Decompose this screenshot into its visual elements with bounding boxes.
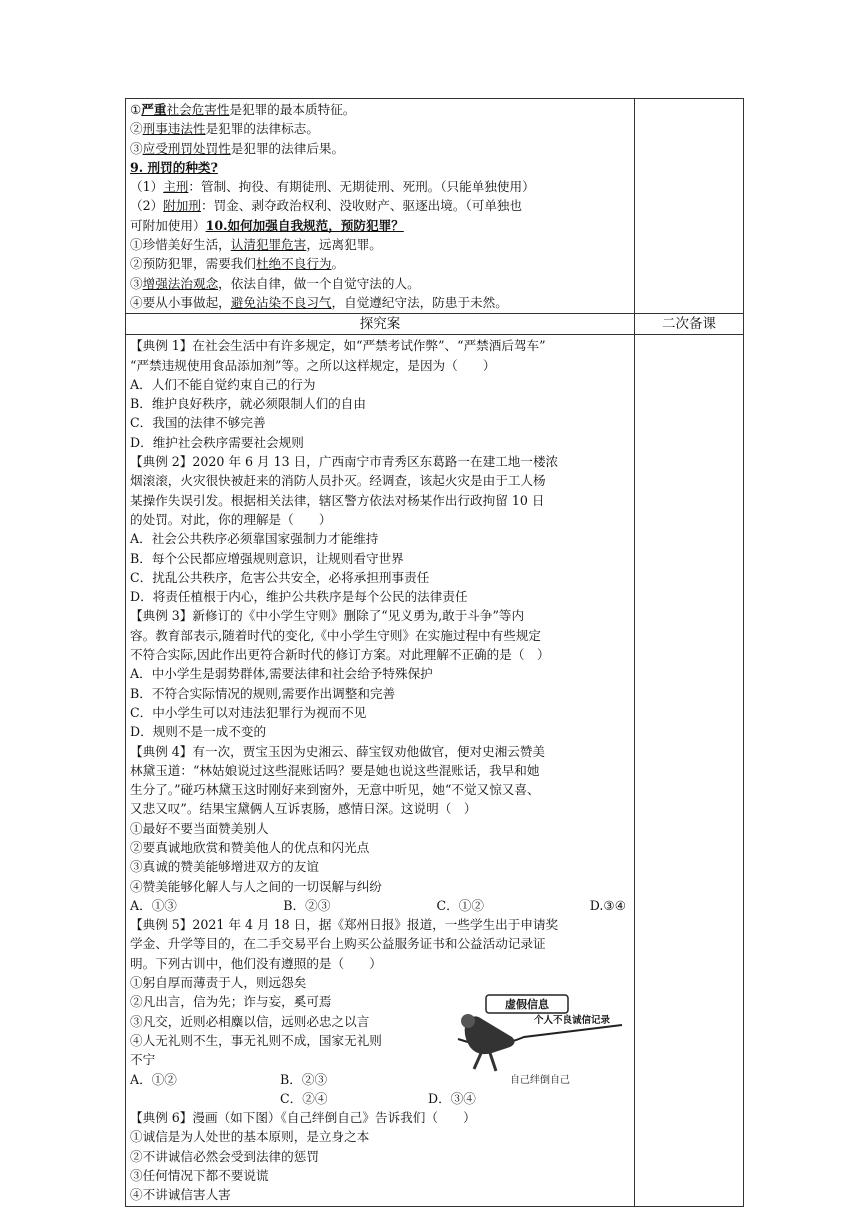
- example-1-option: B．维护良好秩序，就必须限制人们的自由: [130, 396, 366, 412]
- example-4-statement: ④赞美能够化解人与人之间的一切误解与纠纷: [130, 878, 382, 894]
- point-line-10: ③增强法治观念，依法自律，做一个自觉守法的人。: [130, 275, 420, 291]
- point-line-5: （1）主刑：管制、拘役、有期徒刑、无期徒刑、死刑。（只能单独使用）: [130, 179, 535, 195]
- example-5-statements-with-cartoon: [130, 973, 630, 1108]
- example-5-stem: 学金、升学等目的，在二手交易平台上购买公益服务证书和公益活动记录证: [130, 936, 546, 952]
- example-1-stem: “严禁违规使用食品添加剂”等。之所以这样规定，是因为（ ）: [130, 357, 496, 373]
- knowledge-points-cell: [126, 99, 635, 314]
- example-4-statement: ③真诚的赞美能够增进双方的友谊: [130, 859, 319, 875]
- lesson-plan-sheet: [125, 98, 737, 1207]
- example-5-stem: 明。下列古训中，他们没有遵照的是（ ）: [130, 955, 382, 971]
- example-6-statement: ③任何情况下都不要说谎: [130, 1168, 269, 1184]
- example-1-option: A．人们不能自觉约束自己的行为: [130, 376, 316, 392]
- point-line-6: （2）附加刑：罚金、剥夺政治权利、没收财产、驱逐出境。（可单独也: [130, 198, 523, 214]
- point-line-7: 可附加使用）10.如何加强自我规范，预防犯罪？: [130, 217, 404, 233]
- example-4-stem: 林黛玉道：“林姑娘说过这些混账话吗？要是她也说这些混账话，我早和她: [130, 762, 540, 778]
- example-4-stem: 生分了。”碰巧林黛玉这时刚好来到窗外，无意中听见，她“不觉又惊又喜、: [130, 782, 540, 798]
- example-6-stem: 【典例 6】漫画（如下图）《自己绊倒自己》告诉我们（ ）: [130, 1110, 476, 1126]
- example-1-option: C．我国的法律不够完善: [130, 415, 266, 431]
- example-4-option: A．①③: [130, 897, 177, 913]
- example-2-option: D．将责任植根于内心，维护公共秩序是每个公民的法律责任: [130, 589, 468, 605]
- question-9-heading: 9. 刑罚的种类?: [130, 159, 218, 175]
- example-3-option: C．中小学生可以对违法犯罪行为视而不见: [130, 704, 367, 720]
- example-5-option: C．②④: [280, 1090, 328, 1106]
- point-line-8: ①珍惜美好生活，认清犯罪危害，远离犯罪。: [130, 237, 382, 253]
- example-2-stem: 某操作失误引发。根据相关法律，辖区警方依法对杨某作出行政拘留 10 日: [130, 492, 545, 508]
- example-2-option: A．社会公共秩序必须靠国家强制力才能维持: [130, 531, 379, 547]
- example-5-options-row-2: [130, 1089, 630, 1108]
- example-5-statement: ①躬自厚而薄责于人，则远怨矣: [130, 975, 307, 991]
- example-6-statement: ②不讲诚信必然会受到法律的惩罚: [130, 1148, 319, 1164]
- example-2-stem: 烟滚滚，火灾很快被赶来的消防人员扑灭。经调查，该起火灾是由于工人杨: [130, 473, 546, 489]
- point-line-9: ②预防犯罪，需要我们杜绝不良行为。: [130, 256, 345, 272]
- lesson-table: [125, 98, 744, 1207]
- cartoon-self-tripping: [452, 991, 624, 1089]
- example-3-option: B．不符合实际情况的规则,需要作出调整和完善: [130, 685, 396, 701]
- example-1-stem: 【典例 1】在社会生活中有许多规定，如“严禁考试作弊”、“严禁酒后驾车”: [130, 338, 546, 354]
- example-2-stem: 的处罚。对此，你的理解是（ ）: [130, 511, 332, 527]
- falling-figure-head: [461, 1014, 475, 1028]
- example-2-option: C．扰乱公共秩序，危害公共安全，必将承担刑事责任: [130, 569, 430, 585]
- example-5-statement: ②凡出言，信为先；诈与妄，奚可焉: [130, 994, 332, 1010]
- example-5-statement: ④人无礼则不生，事无礼则不成，国家无礼则: [130, 1032, 382, 1048]
- point-line-11: ④要从小事做起，避免沾染不良习气，自觉遵纪守法，防患于未然。: [130, 294, 508, 310]
- example-5-stem: 【典例 5】2021 年 4 月 18 日，据《郑州日报》报道，一些学生出于申请奖: [130, 917, 559, 933]
- example-3-option: A．中小学生是弱势群体,需要法律和社会给予特殊保护: [130, 666, 433, 682]
- section-header-inquiry: 探究案: [126, 314, 635, 335]
- example-3-stem: 不符合实际,因此作出更符合新时代的修订方案。对此理解不正确的是（ ）: [130, 647, 550, 663]
- side-notes-cell-bottom: [635, 335, 744, 1206]
- example-2-option: B．每个公民都应增强规则意识，让规则看守世界: [130, 550, 404, 566]
- example-4-statement: ②要真诚地欣赏和赞美他人的优点和闪光点: [130, 839, 370, 855]
- example-4-options: [130, 896, 630, 915]
- example-4-stem: 【典例 4】有一次，贾宝玉因为史湘云、薛宝钗劝他做官，便对史湘云赞美: [130, 743, 546, 759]
- example-1-option: D．维护社会秩序需要社会规则: [130, 434, 304, 450]
- example-2-stem: 【典例 2】2020 年 6 月 13 日，广西南宁市青秀区东葛路一在建工地一楼浓: [130, 454, 559, 470]
- cartoon-caption: 自己绊倒自己: [510, 1075, 570, 1087]
- example-6-statement: ④不讲诚信害人害: [130, 1187, 231, 1203]
- example-3-stem: 容。教育部表示,随着时代的变化,《中小学生守则》在实施过程中有些规定: [130, 627, 542, 643]
- point-line-1: ①严重社会危害性是犯罪的最本质特征。: [130, 102, 356, 117]
- cartoon-tag-2: 个人不良诚信记录: [533, 1015, 611, 1027]
- section-header-second-prep: 二次备课: [635, 314, 744, 335]
- example-5-statement: 不宁: [130, 1052, 156, 1068]
- example-4-option: B．②③: [283, 897, 331, 913]
- example-4-option: D.③④: [589, 897, 626, 913]
- example-5-option: A．①②: [130, 1071, 177, 1087]
- point-line-3: ③应受刑罚处罚性是犯罪的法律后果。: [130, 140, 345, 156]
- point-line-2: ②刑事违法性是犯罪的法律标志。: [130, 121, 319, 137]
- example-4-stem: 又悲又叹”。结果宝黛俩人互诉衷肠，感情日深。这说明（ ）: [130, 801, 477, 817]
- example-3-option: D．规则不是一成不变的: [130, 724, 267, 740]
- cartoon-svg: [452, 991, 624, 1089]
- example-4-statement: ①最好不要当面赞美别人: [130, 820, 269, 836]
- side-notes-cell-top: [635, 99, 744, 314]
- example-5-option: B．②③: [280, 1071, 328, 1087]
- example-5-option: D．③④: [428, 1090, 476, 1106]
- example-3-stem: 【典例 3】新修订的《中小学生守则》删除了“见义勇为,敢于斗争”等内: [130, 608, 525, 624]
- example-5-statement: ③凡交，近则必相麋以信，远则必忠之以言: [130, 1013, 370, 1029]
- example-4-option: C．①②: [436, 897, 484, 913]
- examples-cell: [126, 335, 635, 1206]
- example-6-statement: ①诚信是为人处世的基本原则，是立身之本: [130, 1129, 370, 1145]
- cartoon-tag-1: 虚假信息: [505, 998, 549, 1012]
